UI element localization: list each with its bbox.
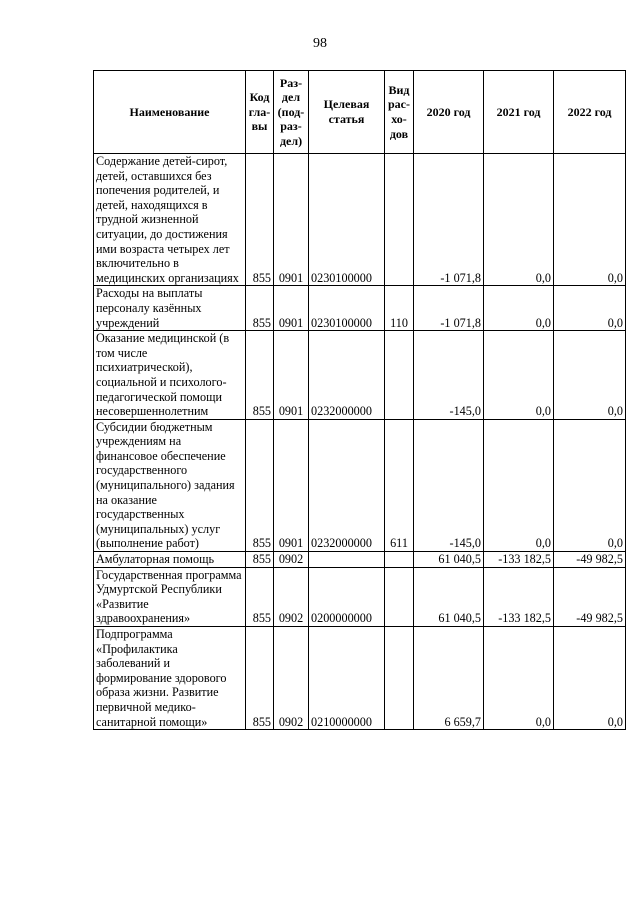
row-2022: 0,0	[554, 154, 626, 286]
header-chapter-code: Код гла-вы	[246, 71, 274, 154]
row-2022: 0,0	[554, 419, 626, 551]
row-target: 0230100000	[309, 154, 385, 286]
header-target-article: Целевая статья	[309, 71, 385, 154]
row-2022: 0,0	[554, 627, 626, 730]
row-expense-type	[385, 552, 414, 568]
row-target: 0210000000	[309, 627, 385, 730]
header-2021: 2021 год	[484, 71, 554, 154]
row-target: 0232000000	[309, 331, 385, 420]
row-expense-type	[385, 627, 414, 730]
row-target: 0200000000	[309, 567, 385, 626]
row-chapter: 855	[246, 286, 274, 331]
row-expense-type	[385, 331, 414, 420]
page-number: 98	[313, 36, 327, 51]
row-target	[309, 552, 385, 568]
row-2021: 0,0	[484, 331, 554, 420]
row-chapter: 855	[246, 627, 274, 730]
row-section: 0901	[274, 419, 309, 551]
header-row	[94, 71, 626, 154]
row-chapter: 855	[246, 567, 274, 626]
row-2021: 0,0	[484, 286, 554, 331]
row-name: Субсидии бюджетным учреждениям на финансовое обеспечение государственного (муниципального) задания на оказание государственных (муниципальных) услуг (выполнение работ)	[94, 419, 246, 551]
row-2022: -49 982,5	[554, 567, 626, 626]
header-name: Наименование	[94, 71, 246, 154]
row-section: 0901	[274, 286, 309, 331]
row-2021: -133 182,5	[484, 552, 554, 568]
row-2021: 0,0	[484, 154, 554, 286]
budget-table	[93, 70, 626, 730]
row-2020: 61 040,5	[414, 552, 484, 568]
row-2021: -133 182,5	[484, 567, 554, 626]
row-2022: 0,0	[554, 331, 626, 420]
row-target: 0230100000	[309, 286, 385, 331]
row-section: 0901	[274, 331, 309, 420]
row-chapter: 855	[246, 331, 274, 420]
row-expense-type	[385, 567, 414, 626]
row-2021: 0,0	[484, 419, 554, 551]
row-2020: -1 071,8	[414, 286, 484, 331]
row-section: 0902	[274, 552, 309, 568]
row-2020: 61 040,5	[414, 567, 484, 626]
row-2020: -145,0	[414, 331, 484, 420]
row-chapter: 855	[246, 154, 274, 286]
row-2022: 0,0	[554, 286, 626, 331]
row-chapter: 855	[246, 552, 274, 568]
row-name: Государственная программа Удмуртской Республики «Развитие здравоохранения»	[94, 567, 246, 626]
row-2020: 6 659,7	[414, 627, 484, 730]
row-section: 0902	[274, 567, 309, 626]
header-section: Раз-дел (под-раз-дел)	[274, 71, 309, 154]
row-target: 0232000000	[309, 419, 385, 551]
table-row	[94, 567, 626, 626]
table-row	[94, 552, 626, 568]
row-name: Содержание детей-сирот, детей, оставшихся без попечения родителей, и детей, находящихся в трудной жизненной ситуации, до достижения ими возраста четырех лет включительно в медицинских организациях	[94, 154, 246, 286]
header-expense-type: Вид рас-хо-дов	[385, 71, 414, 154]
row-chapter: 855	[246, 419, 274, 551]
table-row	[94, 286, 626, 331]
row-expense-type	[385, 154, 414, 286]
row-2022: -49 982,5	[554, 552, 626, 568]
table-row	[94, 627, 626, 730]
row-2021: 0,0	[484, 627, 554, 730]
row-section: 0901	[274, 154, 309, 286]
row-section: 0902	[274, 627, 309, 730]
row-2020: -1 071,8	[414, 154, 484, 286]
row-name: Оказание медицинской (в том числе психиатрической), социальной и психолого-педагогической помощи несовершеннолетним	[94, 331, 246, 420]
header-2020: 2020 год	[414, 71, 484, 154]
row-expense-type: 611	[385, 419, 414, 551]
row-name: Подпрограмма «Профилактика заболеваний и формирование здорового образа жизни. Развитие первичной медико-санитарной помощи»	[94, 627, 246, 730]
row-2020: -145,0	[414, 419, 484, 551]
header-2022: 2022 год	[554, 71, 626, 154]
row-name: Расходы на выплаты персоналу казённых учреждений	[94, 286, 246, 331]
table-row	[94, 154, 626, 286]
table-row	[94, 419, 626, 551]
table-row	[94, 331, 626, 420]
row-expense-type: 110	[385, 286, 414, 331]
row-name: Амбулаторная помощь	[94, 552, 246, 568]
